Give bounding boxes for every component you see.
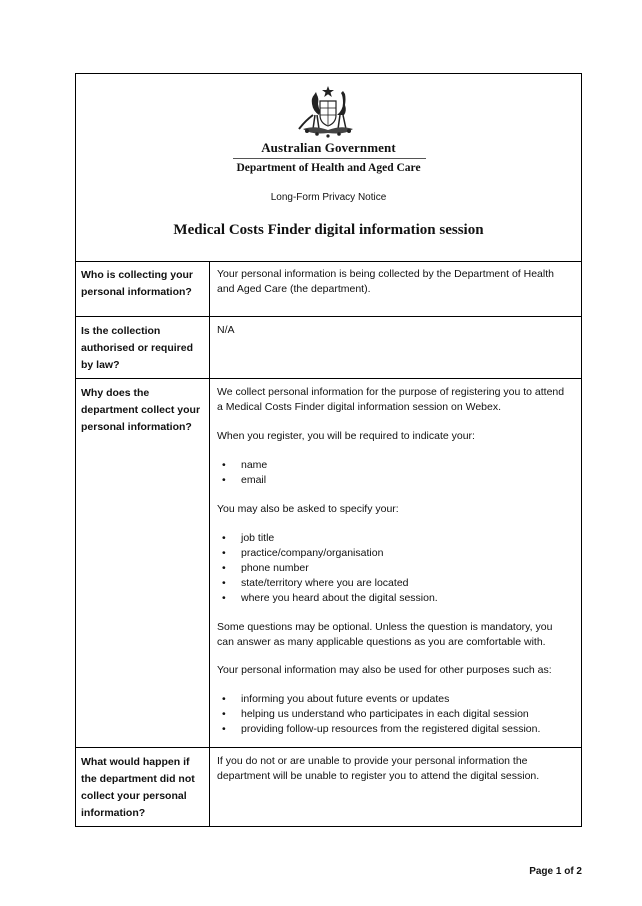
list-item: • job title [217,531,571,546]
list-item: • informing you about future events or updates [217,692,571,707]
answer-paragraph: Some questions may be optional. Unless the question is mandatory, you can answer as many applicable questions as you are comfortable with. [217,621,553,648]
table-row [76,748,581,826]
list-item: • phone number [217,561,571,576]
table-row [76,317,581,379]
answer-paragraph: When you register, you will be required to indicate your: [217,430,475,442]
answer-text: If you do not or are unable to provide your personal information the department will be unable to register you to attend the digital session. [217,755,540,782]
list-item: • email [217,473,571,488]
row-question: Is the collection authorised or required by law? [76,317,210,378]
coat-of-arms-icon [293,85,363,139]
table-row [76,261,581,317]
answer-text: N/A [217,324,235,336]
list-item: • providing follow-up resources from the registered digital session. [217,722,571,737]
required-fields-list [217,458,571,488]
row-answer [210,748,581,826]
table-row [76,379,581,748]
answer-paragraph: You may also be asked to specify your: [217,503,399,515]
notice-type: Long-Form Privacy Notice [270,192,387,203]
government-name: Australian Government [261,140,396,155]
header-divider [233,158,426,159]
list-item: • name [217,458,571,473]
optional-fields-list [217,531,571,606]
notice-header [76,74,581,262]
department-name: Department of Health and Aged Care [236,162,421,174]
row-question: What would happen if the department did not collect your personal information? [76,748,210,826]
row-answer [210,317,581,378]
list-item: • where you heard about the digital session. [217,591,571,606]
list-item: • state/territory where you are located [217,576,571,591]
row-answer [210,261,581,316]
row-question: Who is collecting your personal information? [76,261,210,316]
list-item: • practice/company/organisation [217,546,571,561]
row-question: Why does the department collect your personal information? [76,379,210,747]
page-title: Medical Costs Finder digital information session [173,222,484,238]
other-purposes-list [217,692,571,737]
privacy-notice-table [75,73,582,827]
row-answer [210,379,581,747]
page-number: Page 1 of 2 [529,866,582,877]
answer-paragraph: We collect personal information for the purpose of registering you to attend a Medical Costs Finder digital information session on Webex. [217,386,565,413]
answer-paragraph: Your personal information may also be used for other purposes such as: [217,664,552,676]
answer-text: Your personal information is being collected by the Department of Health and Aged Care (the department). [217,268,554,295]
list-item: • helping us understand who participates in each digital session [217,707,571,722]
